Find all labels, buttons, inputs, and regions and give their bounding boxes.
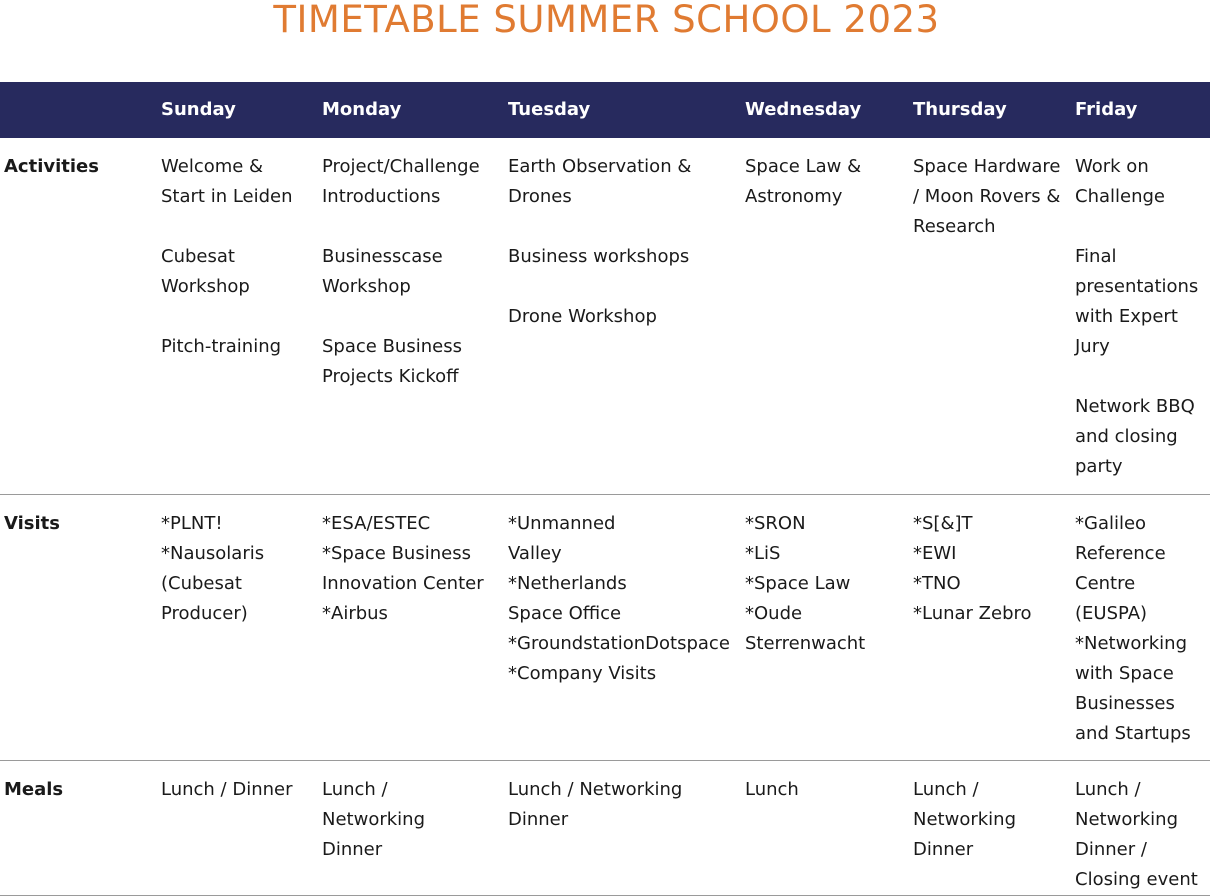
cell-line: and Startups <box>1075 722 1191 744</box>
cell-line: Drone Workshop <box>508 306 657 327</box>
cell-line: Lunch / <box>1075 778 1141 800</box>
cell-line: *Space Law <box>745 572 851 594</box>
row-activities <box>0 138 1210 494</box>
meals-cell <box>741 760 909 895</box>
cell-paragraph <box>1075 152 1206 212</box>
cell-line: presentations <box>1075 276 1199 297</box>
row-label-meals: Meals <box>0 760 157 895</box>
activities-cell <box>504 138 741 494</box>
row-meals <box>0 760 1210 895</box>
cell-line: Lunch <box>745 778 799 800</box>
cell-line: *S[&]T <box>913 512 973 534</box>
cell-line: *GroundstationDotspace <box>508 632 730 654</box>
activities-cell <box>318 138 504 494</box>
cell-line: Space Office <box>508 602 622 624</box>
cell-line: Lunch / <box>322 778 388 800</box>
cell-line: *Galileo <box>1075 512 1147 534</box>
activities-cell <box>157 138 318 494</box>
cell-paragraph <box>508 152 737 212</box>
cell-line: *Airbus <box>322 602 388 624</box>
cell-line: Lunch / <box>913 778 979 800</box>
cell-paragraph <box>161 242 314 302</box>
header-corner-cell <box>0 82 157 138</box>
cell-line: Work on <box>1075 156 1149 177</box>
visits-cell <box>318 494 504 760</box>
visits-cell <box>1071 494 1210 760</box>
cell-line: *Company Visits <box>508 662 657 684</box>
cell-paragraph <box>508 302 737 332</box>
meals-cell <box>909 760 1071 895</box>
cell-line: Dinner <box>913 838 974 860</box>
cell-line: Pitch-training <box>161 336 282 357</box>
cell-paragraph <box>161 775 314 805</box>
cell-line: *Oude <box>745 602 803 624</box>
cell-line: (EUSPA) <box>1075 602 1148 624</box>
header-day-tuesday: Tuesday <box>504 82 741 138</box>
header-day-sunday: Sunday <box>157 82 318 138</box>
cell-paragraph <box>508 242 737 272</box>
visits-cell <box>741 494 909 760</box>
cell-line: *SRON <box>745 512 806 534</box>
cell-line: Jury <box>1075 336 1110 357</box>
cell-line: *Netherlands <box>508 572 627 594</box>
cell-paragraph <box>745 509 905 659</box>
timetable <box>0 82 1210 896</box>
cell-line: Drones <box>508 186 572 207</box>
cell-paragraph <box>1075 775 1206 895</box>
cell-line: Businesscase <box>322 246 443 267</box>
cell-paragraph <box>1075 242 1206 362</box>
cell-paragraph <box>322 242 500 302</box>
cell-paragraph <box>322 775 500 865</box>
header-day-thursday: Thursday <box>909 82 1071 138</box>
cell-line: Astronomy <box>745 186 843 207</box>
cell-paragraph <box>508 509 737 689</box>
cell-line: party <box>1075 456 1123 477</box>
cell-line: Innovation Center <box>322 572 484 594</box>
cell-paragraph <box>322 152 500 212</box>
cell-line: Closing event <box>1075 868 1198 890</box>
cell-line: Cubesat <box>161 246 235 267</box>
cell-line: Project/Challenge <box>322 156 480 177</box>
cell-line: Dinner / <box>1075 838 1147 860</box>
cell-line: Dinner <box>322 838 383 860</box>
cell-line: Lunch / Networking <box>508 778 683 800</box>
header-day-monday: Monday <box>318 82 504 138</box>
cell-line: Centre <box>1075 572 1136 594</box>
cell-line: with Expert <box>1075 306 1178 327</box>
meals-cell <box>504 760 741 895</box>
cell-line: Research <box>913 216 996 237</box>
cell-line: Sterrenwacht <box>745 632 866 654</box>
cell-line: *Networking <box>1075 632 1187 654</box>
row-label-visits: Visits <box>0 494 157 760</box>
cell-line: and closing <box>1075 426 1178 447</box>
cell-paragraph <box>913 509 1067 629</box>
cell-line: Introductions <box>322 186 441 207</box>
cell-paragraph <box>745 775 905 805</box>
cell-line: Networking <box>1075 808 1178 830</box>
cell-line: Workshop <box>322 276 411 297</box>
cell-paragraph <box>161 152 314 212</box>
cell-paragraph <box>161 332 314 362</box>
visits-cell <box>909 494 1071 760</box>
header-day-wednesday: Wednesday <box>741 82 909 138</box>
meals-cell <box>157 760 318 895</box>
meals-cell <box>1071 760 1210 895</box>
visits-cell <box>157 494 318 760</box>
cell-paragraph <box>508 775 737 835</box>
cell-paragraph <box>913 775 1067 865</box>
cell-line: Space Business <box>322 336 462 357</box>
cell-paragraph <box>913 152 1067 242</box>
cell-line: Projects Kickoff <box>322 366 459 387</box>
cell-line: *EWI <box>913 542 957 564</box>
cell-line: Lunch / Dinner <box>161 778 293 800</box>
cell-line: *Space Business <box>322 542 471 564</box>
cell-paragraph <box>322 332 500 392</box>
cell-line: Networking <box>322 808 425 830</box>
cell-line: / Moon Rovers & <box>913 186 1061 207</box>
cell-line: *Nausolaris <box>161 542 265 564</box>
cell-paragraph <box>1075 392 1206 482</box>
cell-line: with Space <box>1075 662 1174 684</box>
cell-line: Producer) <box>161 602 248 624</box>
activities-cell <box>909 138 1071 494</box>
cell-line: Business workshops <box>508 246 690 267</box>
cell-line: Dinner <box>508 808 569 830</box>
page-title: TIMETABLE SUMMER SCHOOL 2023 <box>273 0 940 41</box>
cell-paragraph <box>161 509 314 629</box>
cell-line: *LiS <box>745 542 781 564</box>
cell-line: Space Hardware <box>913 156 1061 177</box>
meals-cell <box>318 760 504 895</box>
cell-line: Businesses <box>1075 692 1175 714</box>
cell-line: Challenge <box>1075 186 1165 207</box>
cell-line: *Unmanned <box>508 512 616 534</box>
cell-paragraph <box>322 509 500 629</box>
row-visits <box>0 494 1210 760</box>
activities-cell <box>741 138 909 494</box>
header-day-friday: Friday <box>1071 82 1210 138</box>
cell-line: Welcome & <box>161 156 264 177</box>
cell-line: Earth Observation & <box>508 156 692 177</box>
cell-line: *TNO <box>913 572 961 594</box>
cell-line: *Lunar Zebro <box>913 602 1032 624</box>
row-label-activities: Activities <box>0 138 157 494</box>
cell-line: Start in Leiden <box>161 186 293 207</box>
cell-line: *ESA/ESTEC <box>322 512 431 534</box>
cell-line: Network BBQ <box>1075 396 1195 417</box>
cell-line: Reference <box>1075 542 1166 564</box>
cell-line: Networking <box>913 808 1016 830</box>
cell-line: Valley <box>508 542 562 564</box>
cell-line: Workshop <box>161 276 250 297</box>
header-row <box>0 82 1210 138</box>
cell-line: Space Law & <box>745 156 862 177</box>
cell-line: (Cubesat <box>161 572 242 594</box>
cell-line: Final <box>1075 246 1117 267</box>
cell-paragraph <box>745 152 905 212</box>
cell-line: *PLNT! <box>161 512 223 534</box>
activities-cell <box>1071 138 1210 494</box>
cell-paragraph <box>1075 509 1206 749</box>
visits-cell <box>504 494 741 760</box>
